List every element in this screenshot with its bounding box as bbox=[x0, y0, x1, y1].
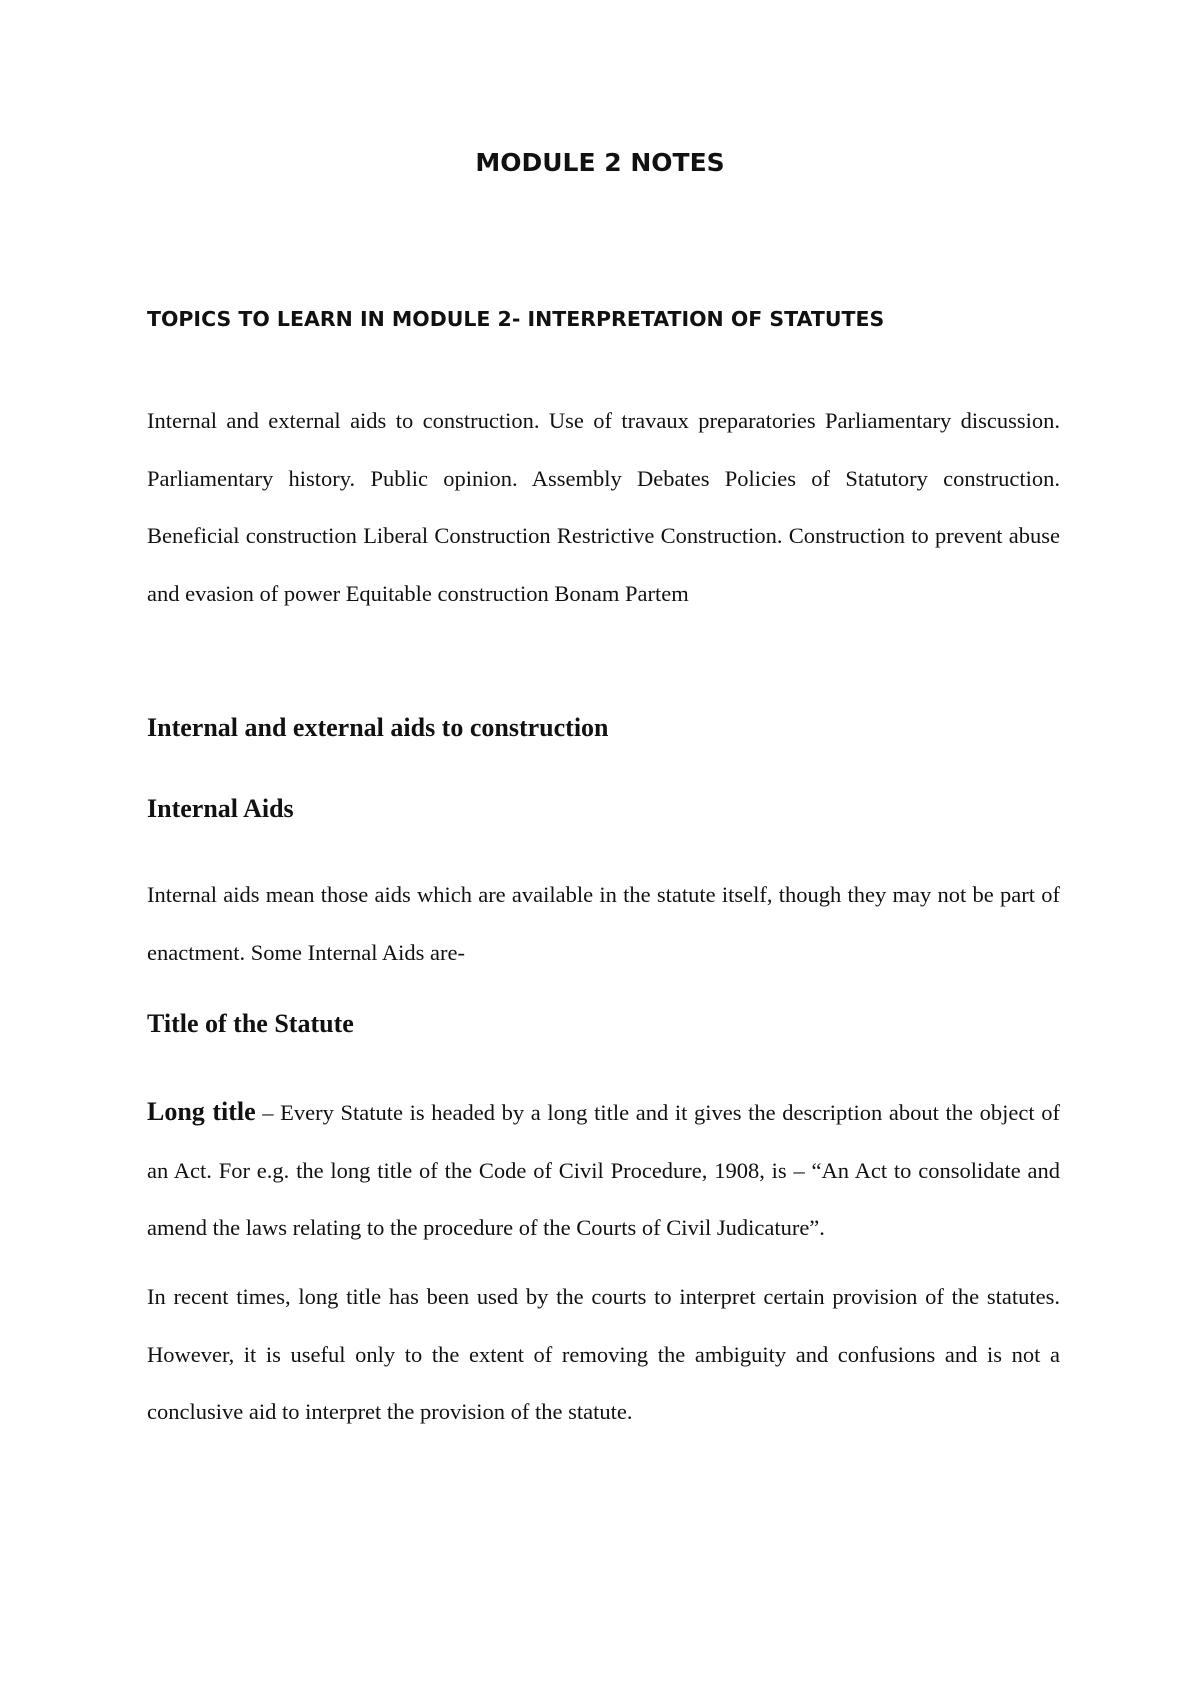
long-title-text: – Every Statute is headed by a long title and it gives the description about the object of an Act. For e.g. the long title of the Code of Civil Procedure, 1908, is – “An Act to consolidate and amend the laws relating to the procedure of the Courts of Civil Judicature”. bbox=[147, 1100, 1060, 1240]
long-title-paragraph bbox=[147, 1083, 1060, 1257]
section-heading-aids-to-construction: Internal and external aids to construction bbox=[147, 713, 609, 742]
topics-heading: TOPICS TO LEARN IN MODULE 2- INTERPRETATION OF STATUTES bbox=[147, 307, 885, 331]
long-title-term: Long title bbox=[147, 1097, 256, 1126]
document-title: MODULE 2 NOTES bbox=[475, 148, 725, 177]
subsection-heading-internal-aids: Internal Aids bbox=[147, 794, 294, 823]
subsection-heading-title-of-statute: Title of the Statute bbox=[147, 1009, 354, 1038]
recent-times-paragraph: In recent times, long title has been used by the courts to interpret certain provision of the statutes. However, it is useful only to the extent of removing the ambiguity and confusions and is not a conclusive aid to interpret the provision of the statute. bbox=[147, 1284, 1060, 1424]
internal-aids-paragraph: Internal aids mean those aids which are available in the statute itself, though they may not be part of enactment. Some Internal Aids are- bbox=[147, 882, 1060, 965]
topics-paragraph: Internal and external aids to construction. Use of travaux preparatories Parliamentary discussion. Parliamentary history. Public opinion. Assembly Debates Policies of Statutory construction. Beneficial construction Liberal Construction Restrictive Construction. Construction to prevent abuse and evasion of power Equitable construction Bonam Partem bbox=[147, 408, 1060, 606]
